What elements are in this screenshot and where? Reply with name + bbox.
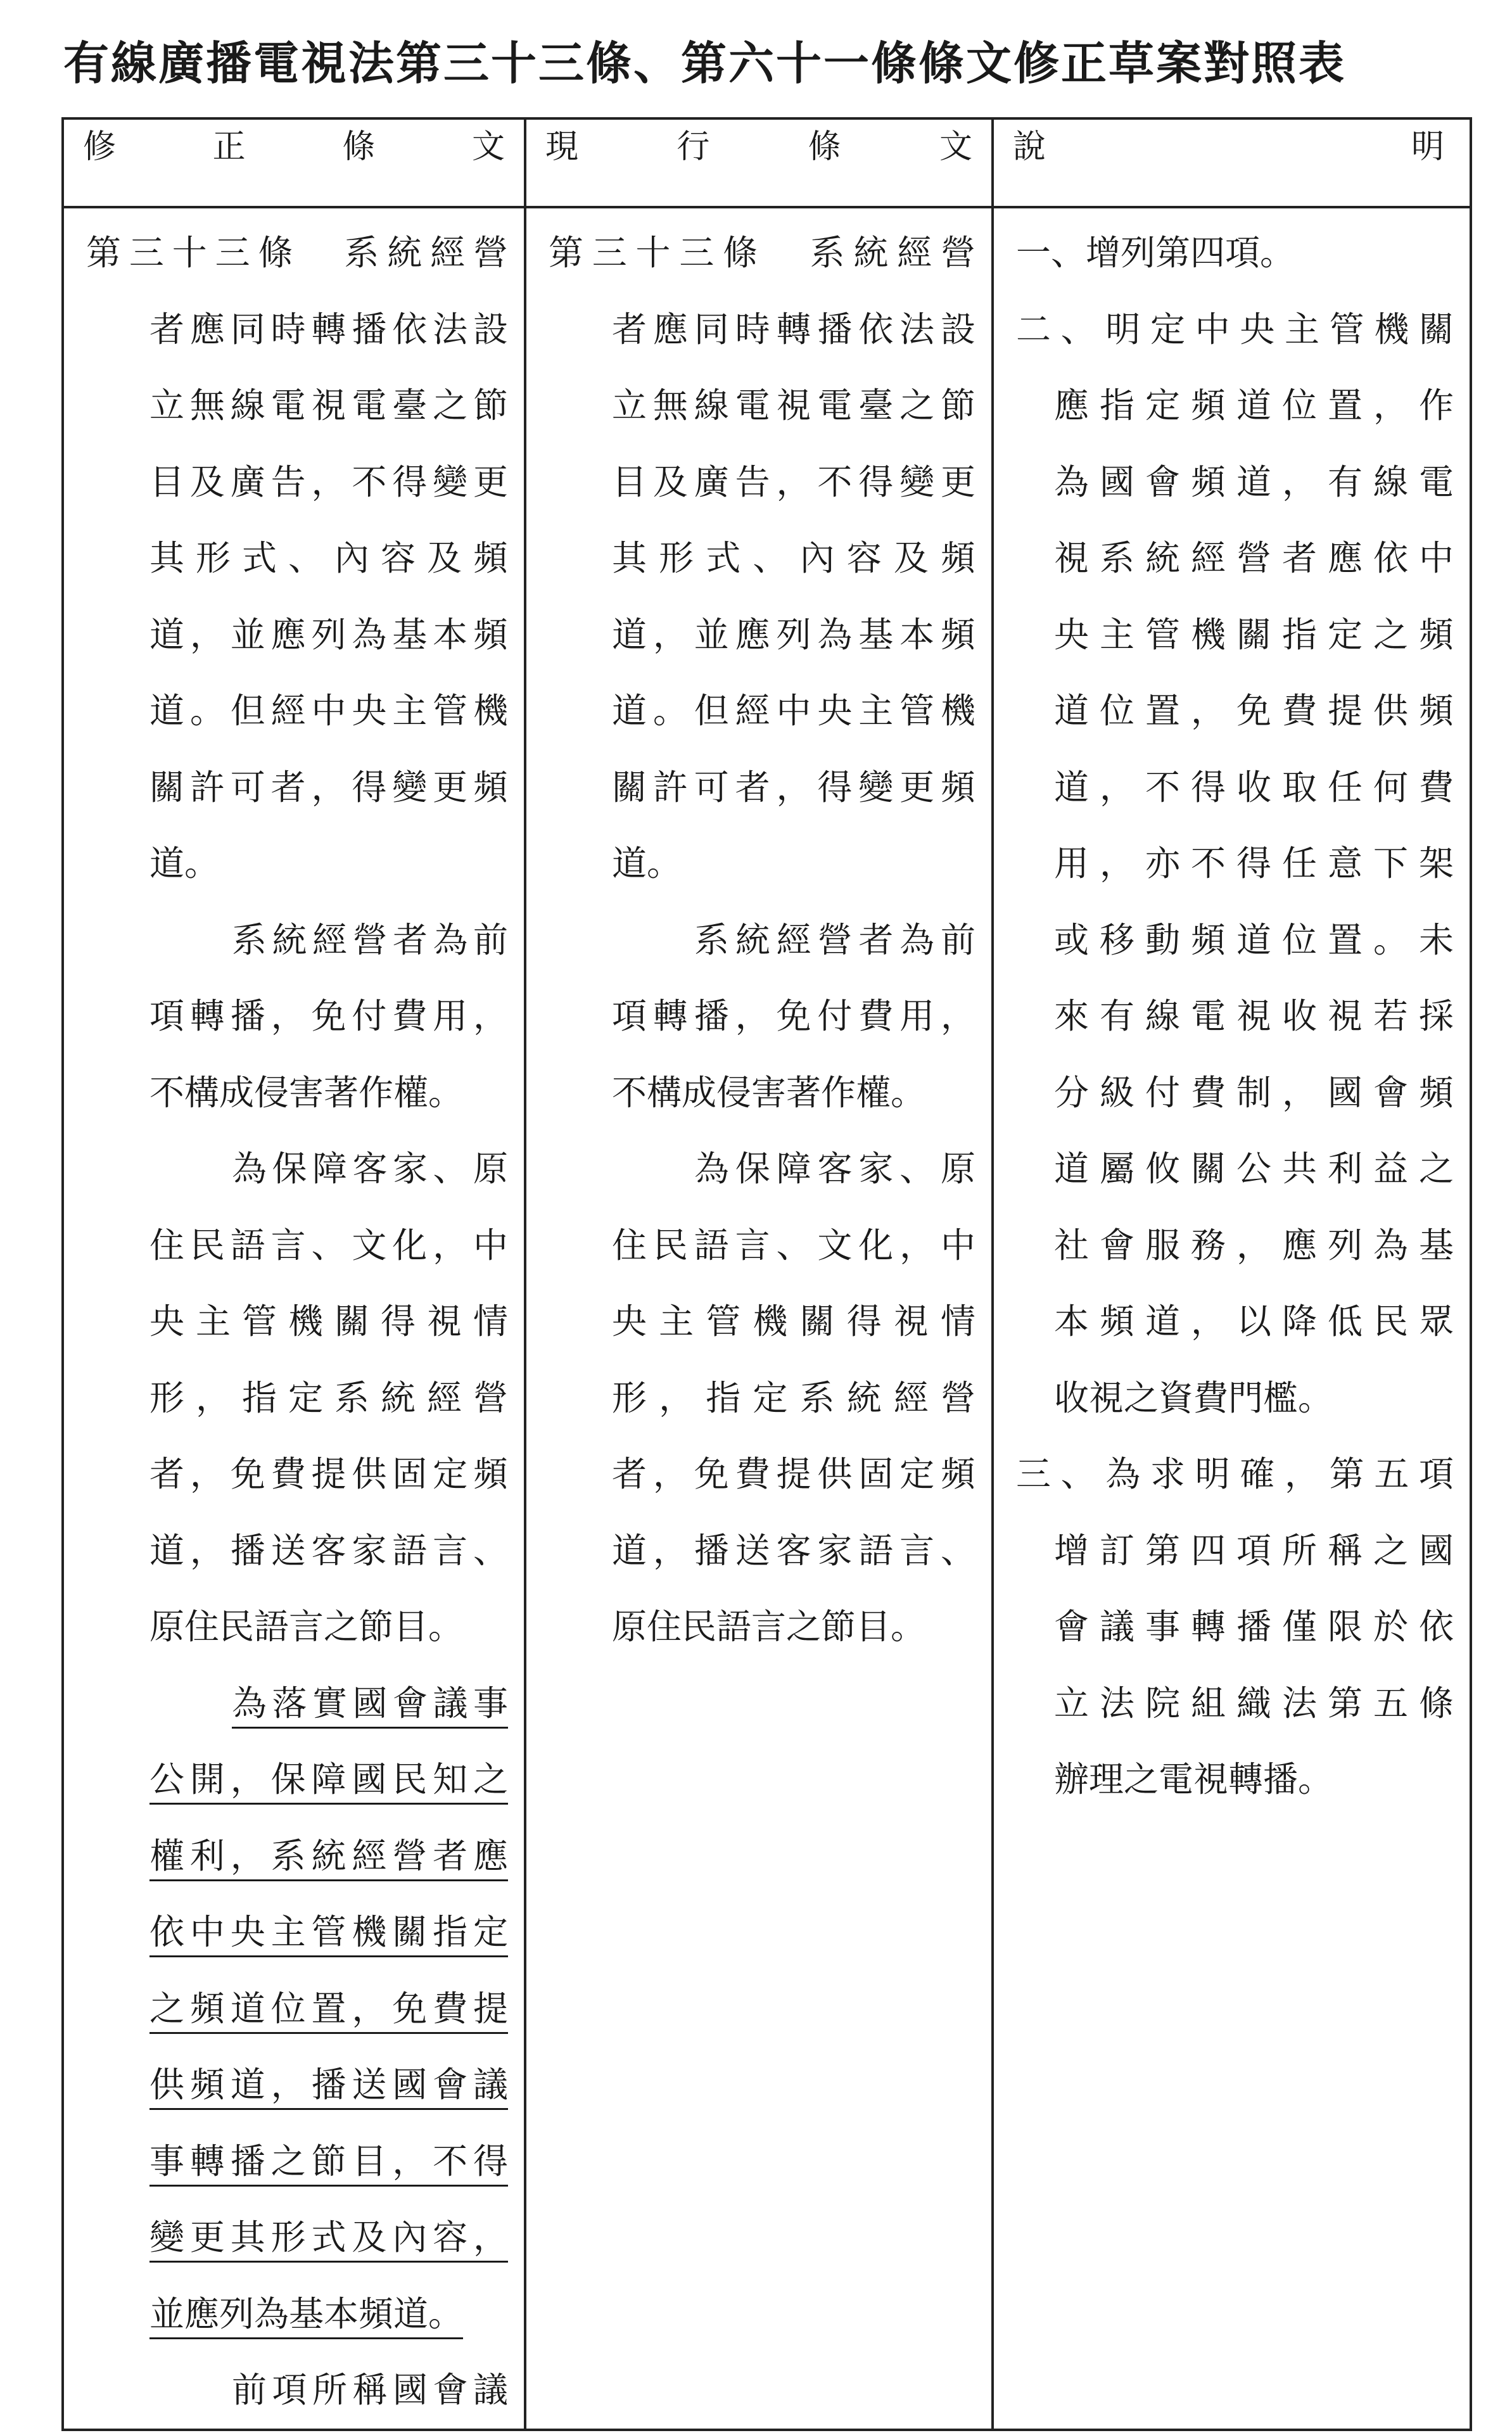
- amended-line: 立無線電視電臺之節: [149, 385, 508, 426]
- current-line: 形，指定系統經營: [612, 1377, 975, 1418]
- amended-line: 道，播送客家語言、: [149, 1530, 508, 1571]
- current-line: 其形式、內容及頻: [612, 538, 975, 578]
- table-header-row: [63, 118, 1471, 207]
- explanation-line: 收視之資費門檻。: [1054, 1377, 1333, 1418]
- current-line: 道，播送客家語言、: [612, 1530, 975, 1571]
- table-body-row: [63, 207, 1471, 2430]
- current-line: 原住民語言之節目。: [612, 1606, 926, 1647]
- amended-line: 央主管機關得視情: [149, 1301, 508, 1342]
- amended-line: 形，指定系統經營: [149, 1377, 508, 1418]
- amended-line: 道，並應列為基本頻: [149, 614, 508, 655]
- amended-line: 系統經營者為前: [232, 919, 508, 960]
- amended-line: 道。但經中央主管機: [149, 690, 508, 731]
- amended-line: 依中央主管機關指定: [149, 1912, 508, 1952]
- explanation-line: 增訂第四項所稱之國: [1054, 1530, 1454, 1571]
- amended-text-cell: [63, 207, 525, 2430]
- amended-line: 為保障客家、原: [232, 1148, 508, 1189]
- amended-line: 事轉播之節目，不得: [149, 2140, 508, 2182]
- header-char: 文: [471, 128, 505, 166]
- header-explanation: [993, 118, 1471, 207]
- current-line: 住民語言、文化，中: [612, 1224, 975, 1266]
- explanation-line: 道，不得收取任何費: [1054, 766, 1454, 808]
- header-current: [525, 118, 993, 207]
- explanation-lines: [994, 208, 1470, 1818]
- amended-line: 其形式、內容及頻: [149, 538, 508, 578]
- current-line: 第三十三條 系統經營: [549, 232, 975, 273]
- header-char: 條: [808, 128, 841, 166]
- current-line: 目及廣告，不得變更: [612, 461, 975, 502]
- amended-line: 不構成侵害著作權。: [149, 1072, 464, 1113]
- explanation-line: 社會服務，應列為基: [1054, 1224, 1454, 1266]
- explanation-cell: [993, 207, 1471, 2430]
- amended-line: 者，免費提供固定頻: [149, 1454, 508, 1494]
- amended-line: 目及廣告，不得變更: [149, 461, 508, 502]
- current-line: 道，並應列為基本頻: [612, 614, 975, 655]
- explanation-line: 應指定頻道位置，作: [1054, 385, 1454, 426]
- amended-line: 為落實國會議事: [232, 1682, 508, 1724]
- current-line: 者，免費提供固定頻: [612, 1454, 975, 1494]
- amended-line: 前項所稱國會議: [232, 2370, 508, 2410]
- current-line: 者應同時轉播依法設: [612, 308, 975, 350]
- explanation-line: 道位置，免費提供頻: [1054, 690, 1454, 731]
- explanation-line: 道屬攸關公共利益之: [1054, 1148, 1454, 1189]
- amended-line: 變更其形式及內容，: [149, 2217, 508, 2258]
- explanation-line: 用，亦不得任意下架: [1054, 843, 1454, 884]
- amended-line: 並應列為基本頻道。: [149, 2293, 464, 2334]
- explanation-line: 來有線電視收視若採: [1054, 996, 1454, 1036]
- document-title: 有線廣播電視法第三十三條、第六十一條條文修正草案對照表: [63, 37, 1347, 90]
- current-lines: [526, 208, 991, 1665]
- amended-line: 權利，系統經營者應: [149, 1835, 508, 1876]
- header-char: 行: [677, 128, 710, 166]
- explanation-line: 本頻道，以降低民眾: [1054, 1301, 1454, 1342]
- current-text-cell: [525, 207, 993, 2430]
- explanation-line: 一、增列第四項。: [1016, 232, 1295, 273]
- amended-line: 供頻道，播送國會議: [149, 2064, 508, 2105]
- header-amended: [63, 118, 525, 207]
- header-char: 文: [939, 128, 972, 166]
- current-line: 道。: [612, 843, 682, 884]
- current-line: 為保障客家、原: [694, 1148, 975, 1189]
- amended-line: 項轉播，免付費用，: [149, 996, 508, 1036]
- header-char: 說: [1013, 128, 1046, 166]
- comparison-table: [61, 117, 1472, 2431]
- amended-line: 者應同時轉播依法設: [149, 308, 508, 350]
- amended-line: 原住民語言之節目。: [149, 1606, 464, 1647]
- current-line: 央主管機關得視情: [612, 1301, 975, 1342]
- explanation-line: 視系統經營者應依中: [1054, 538, 1454, 578]
- header-char: 條: [342, 128, 376, 166]
- explanation-line: 為國會頻道，有線電: [1054, 461, 1454, 502]
- amended-line: 公開，保障國民知之: [149, 1759, 508, 1800]
- amended-lines: [64, 208, 524, 2429]
- amended-line: 住民語言、文化，中: [149, 1224, 508, 1266]
- amended-line: 關許可者，得變更頻: [149, 766, 508, 808]
- current-line: 項轉播，免付費用，: [612, 996, 975, 1036]
- explanation-line: 辦理之電視轉播。: [1054, 1759, 1333, 1800]
- explanation-line: 央主管機關指定之頻: [1054, 614, 1454, 655]
- explanation-line: 分級付費制，國會頻: [1054, 1072, 1454, 1113]
- current-line: 系統經營者為前: [694, 919, 975, 960]
- explanation-line: 或移動頻道位置。未: [1054, 919, 1454, 960]
- amended-line: 第三十三條 系統經營: [86, 232, 508, 273]
- explanation-line: 三、為求明確，第五項: [1016, 1454, 1454, 1494]
- current-line: 關許可者，得變更頻: [612, 766, 975, 808]
- current-line: 道。但經中央主管機: [612, 690, 975, 731]
- current-line: 不構成侵害著作權。: [612, 1072, 926, 1113]
- header-char: 正: [212, 128, 246, 166]
- explanation-line: 會議事轉播僅限於依: [1054, 1606, 1454, 1647]
- explanation-line: 二、明定中央主管機關: [1016, 308, 1454, 350]
- header-char: 明: [1411, 128, 1444, 166]
- explanation-line: 立法院組織法第五條: [1054, 1682, 1454, 1724]
- header-char: 現: [545, 128, 579, 166]
- amended-line: 道。: [149, 843, 220, 884]
- amended-line: 之頻道位置，免費提: [149, 1988, 508, 2029]
- header-char: 修: [83, 128, 117, 166]
- current-line: 立無線電視電臺之節: [612, 385, 975, 426]
